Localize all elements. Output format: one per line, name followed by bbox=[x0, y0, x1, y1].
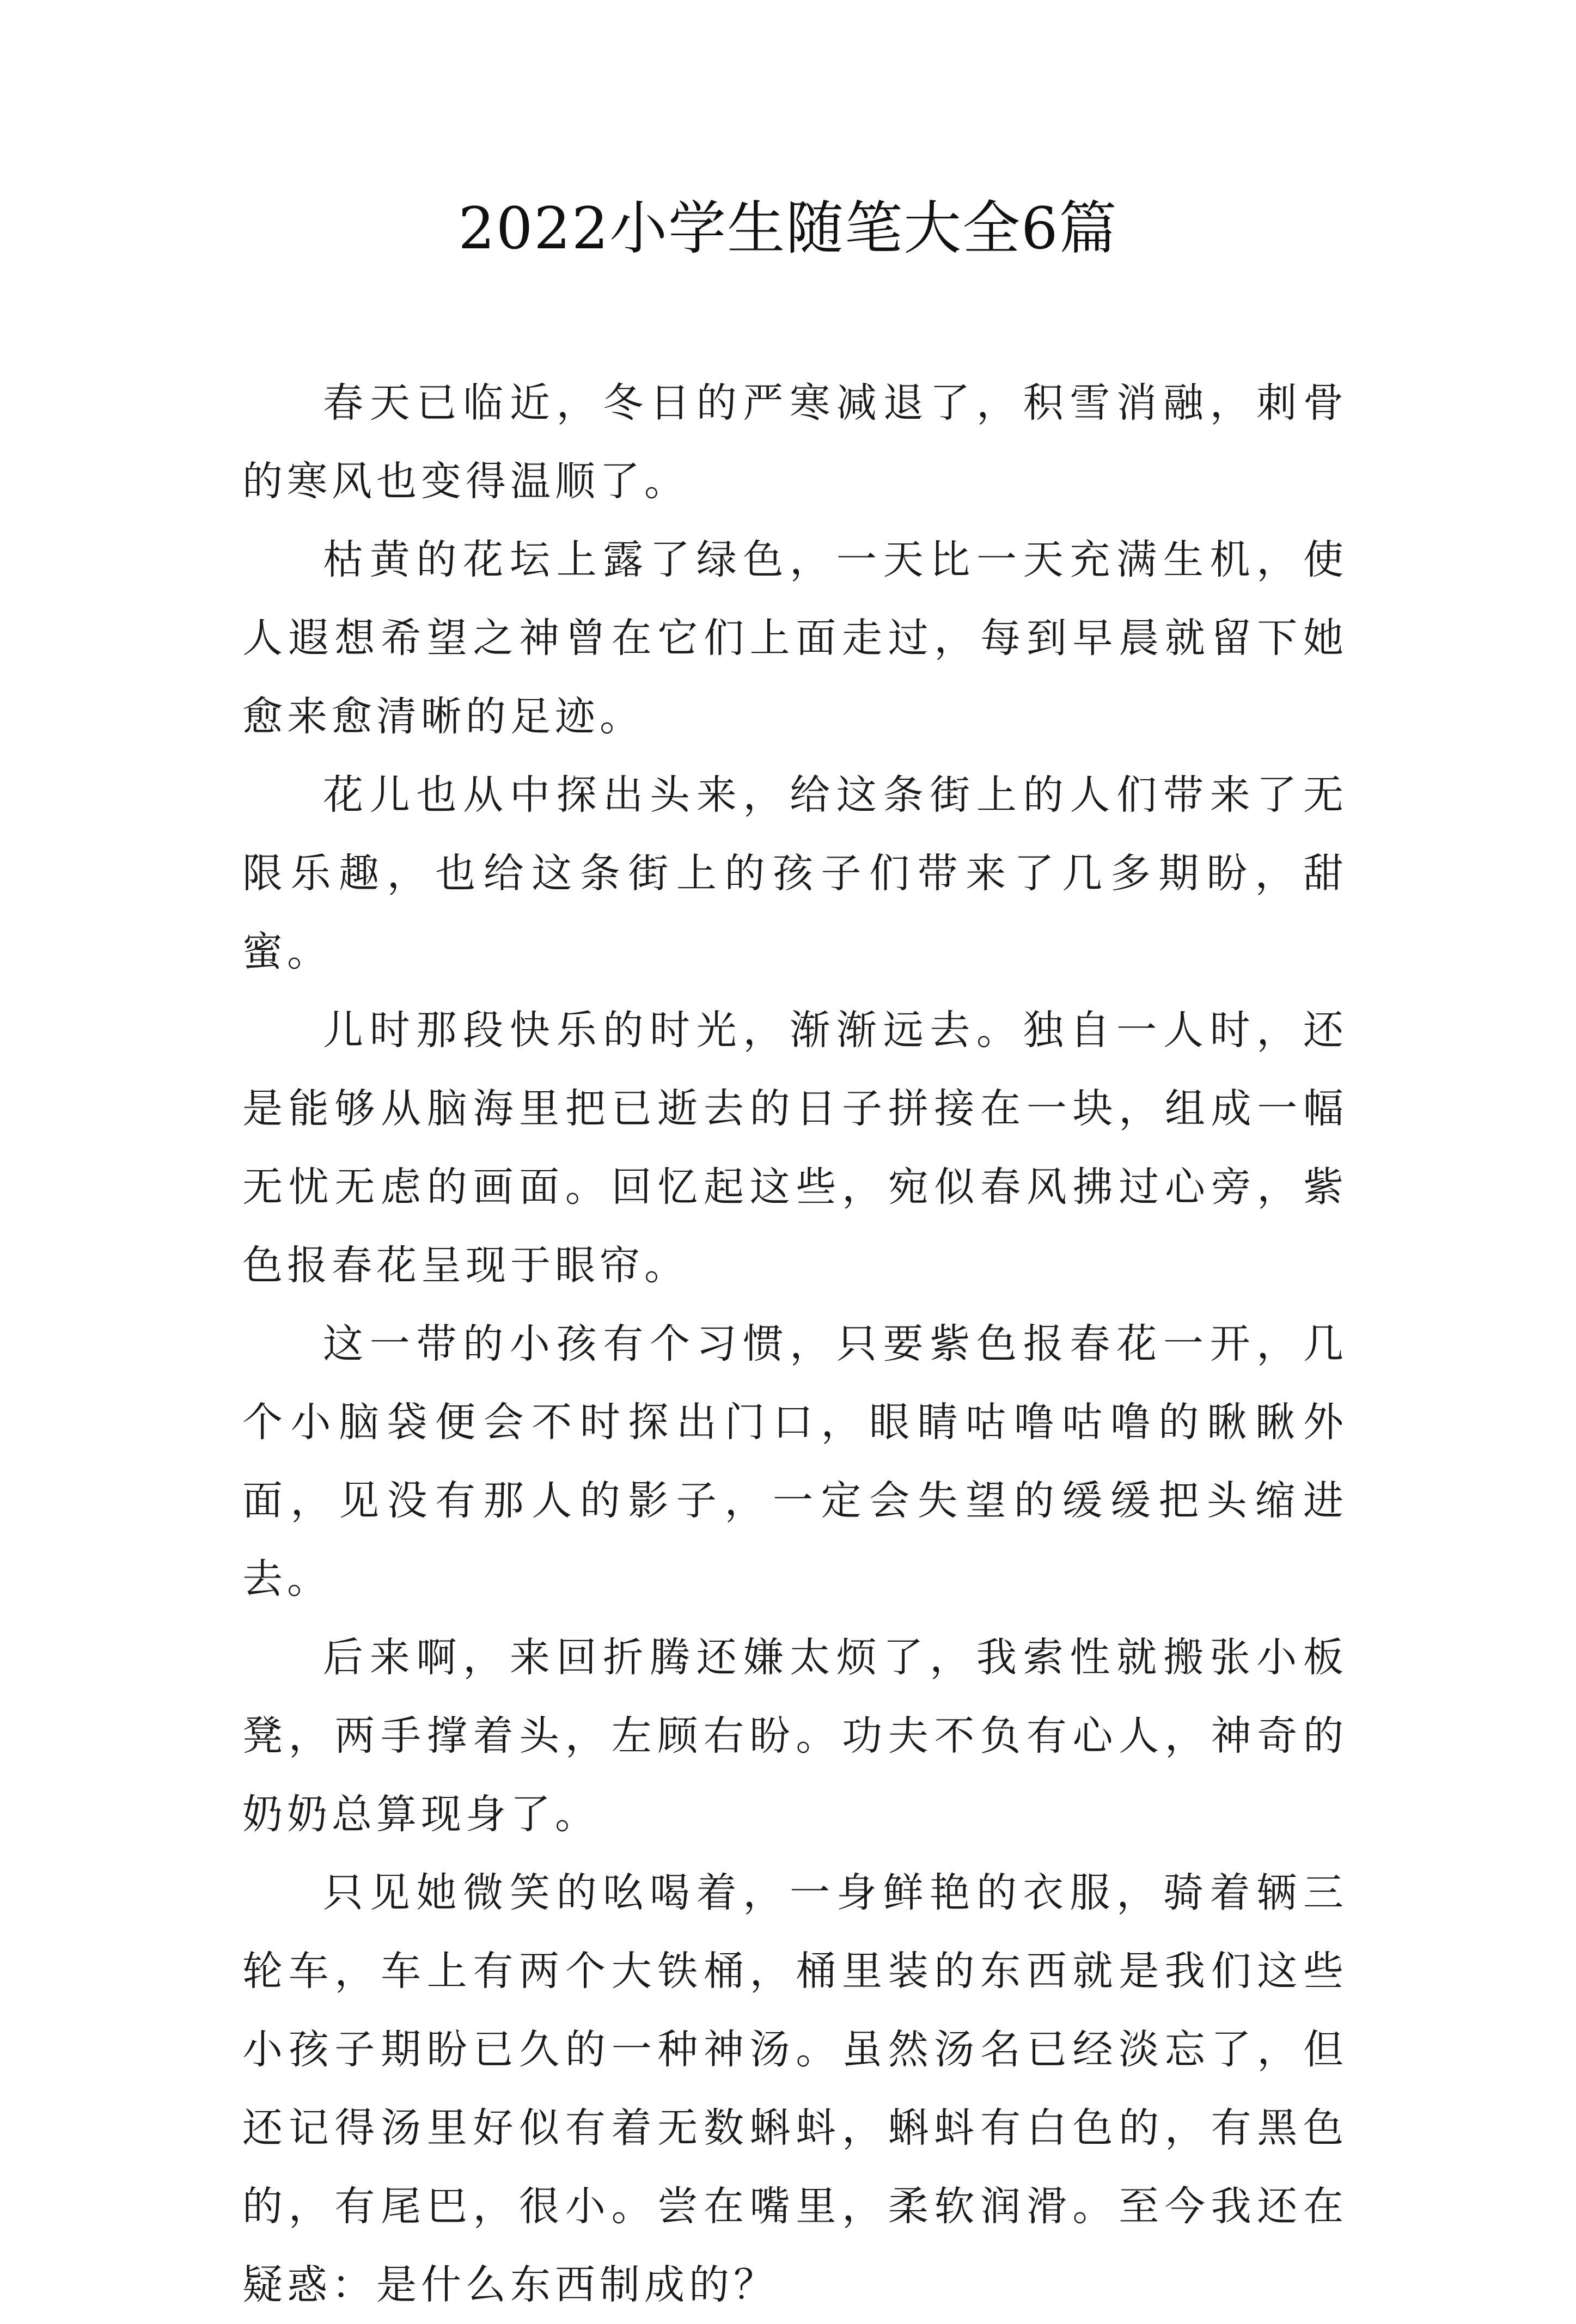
paragraph-2: 枯黄的花坛上露了绿色，一天比一天充满生机，使人遐想希望之神曾在它们上面走过，每到早晨就留下她愈来愈清晰的足迹。 bbox=[242, 536, 1348, 740]
document-title: 2022小学生随笔大全6篇 bbox=[458, 195, 1118, 262]
paragraph-6: 后来啊，来回折腾还嫌太烦了，我索性就搬张小板凳，两手撑着头，左顾右盼。功夫不负有心人，神奇的奶奶总算现身了。 bbox=[242, 1634, 1348, 1838]
document-body bbox=[242, 364, 1348, 2324]
paragraph-4: 儿时那段快乐的时光，渐渐远去。独自一人时，还是能够从脑海里把已逝去的日子拼接在一块，组成一幅无忧无虑的画面。回忆起这些，宛似春风拂过心旁，紫色报春花呈现于眼帘。 bbox=[242, 1007, 1348, 1289]
paragraph-5: 这一带的小孩有个习惯，只要紫色报春花一开，几个小脑袋便会不时探出门口，眼睛咕噜咕噜的瞅瞅外面，见没有那人的影子，一定会失望的缓缓把头缩进去。 bbox=[242, 1320, 1348, 1603]
paragraph-7: 只见她微笑的吆喝着，一身鲜艳的衣服，骑着辆三轮车，车上有两个大铁桶，桶里装的东西就是我们这些小孩子期盼已久的一种神汤。虽然汤名已经淡忘了，但还记得汤里好似有着无数蝌蚪，蝌蚪有白色的，有黑色的，有尾巴，很小。尝在嘴里，柔软润滑。至今我还在疑惑：是什么东西制成的？ bbox=[242, 1869, 1348, 2308]
paragraph-1: 春天已临近，冬日的严寒减退了，积雪消融，刺骨的寒风也变得温顺了。 bbox=[242, 380, 1348, 505]
paragraph-3: 花儿也从中探出头来，给这条街上的人们带来了无限乐趣，也给这条街上的孩子们带来了几多期盼，甜蜜。 bbox=[242, 772, 1348, 975]
